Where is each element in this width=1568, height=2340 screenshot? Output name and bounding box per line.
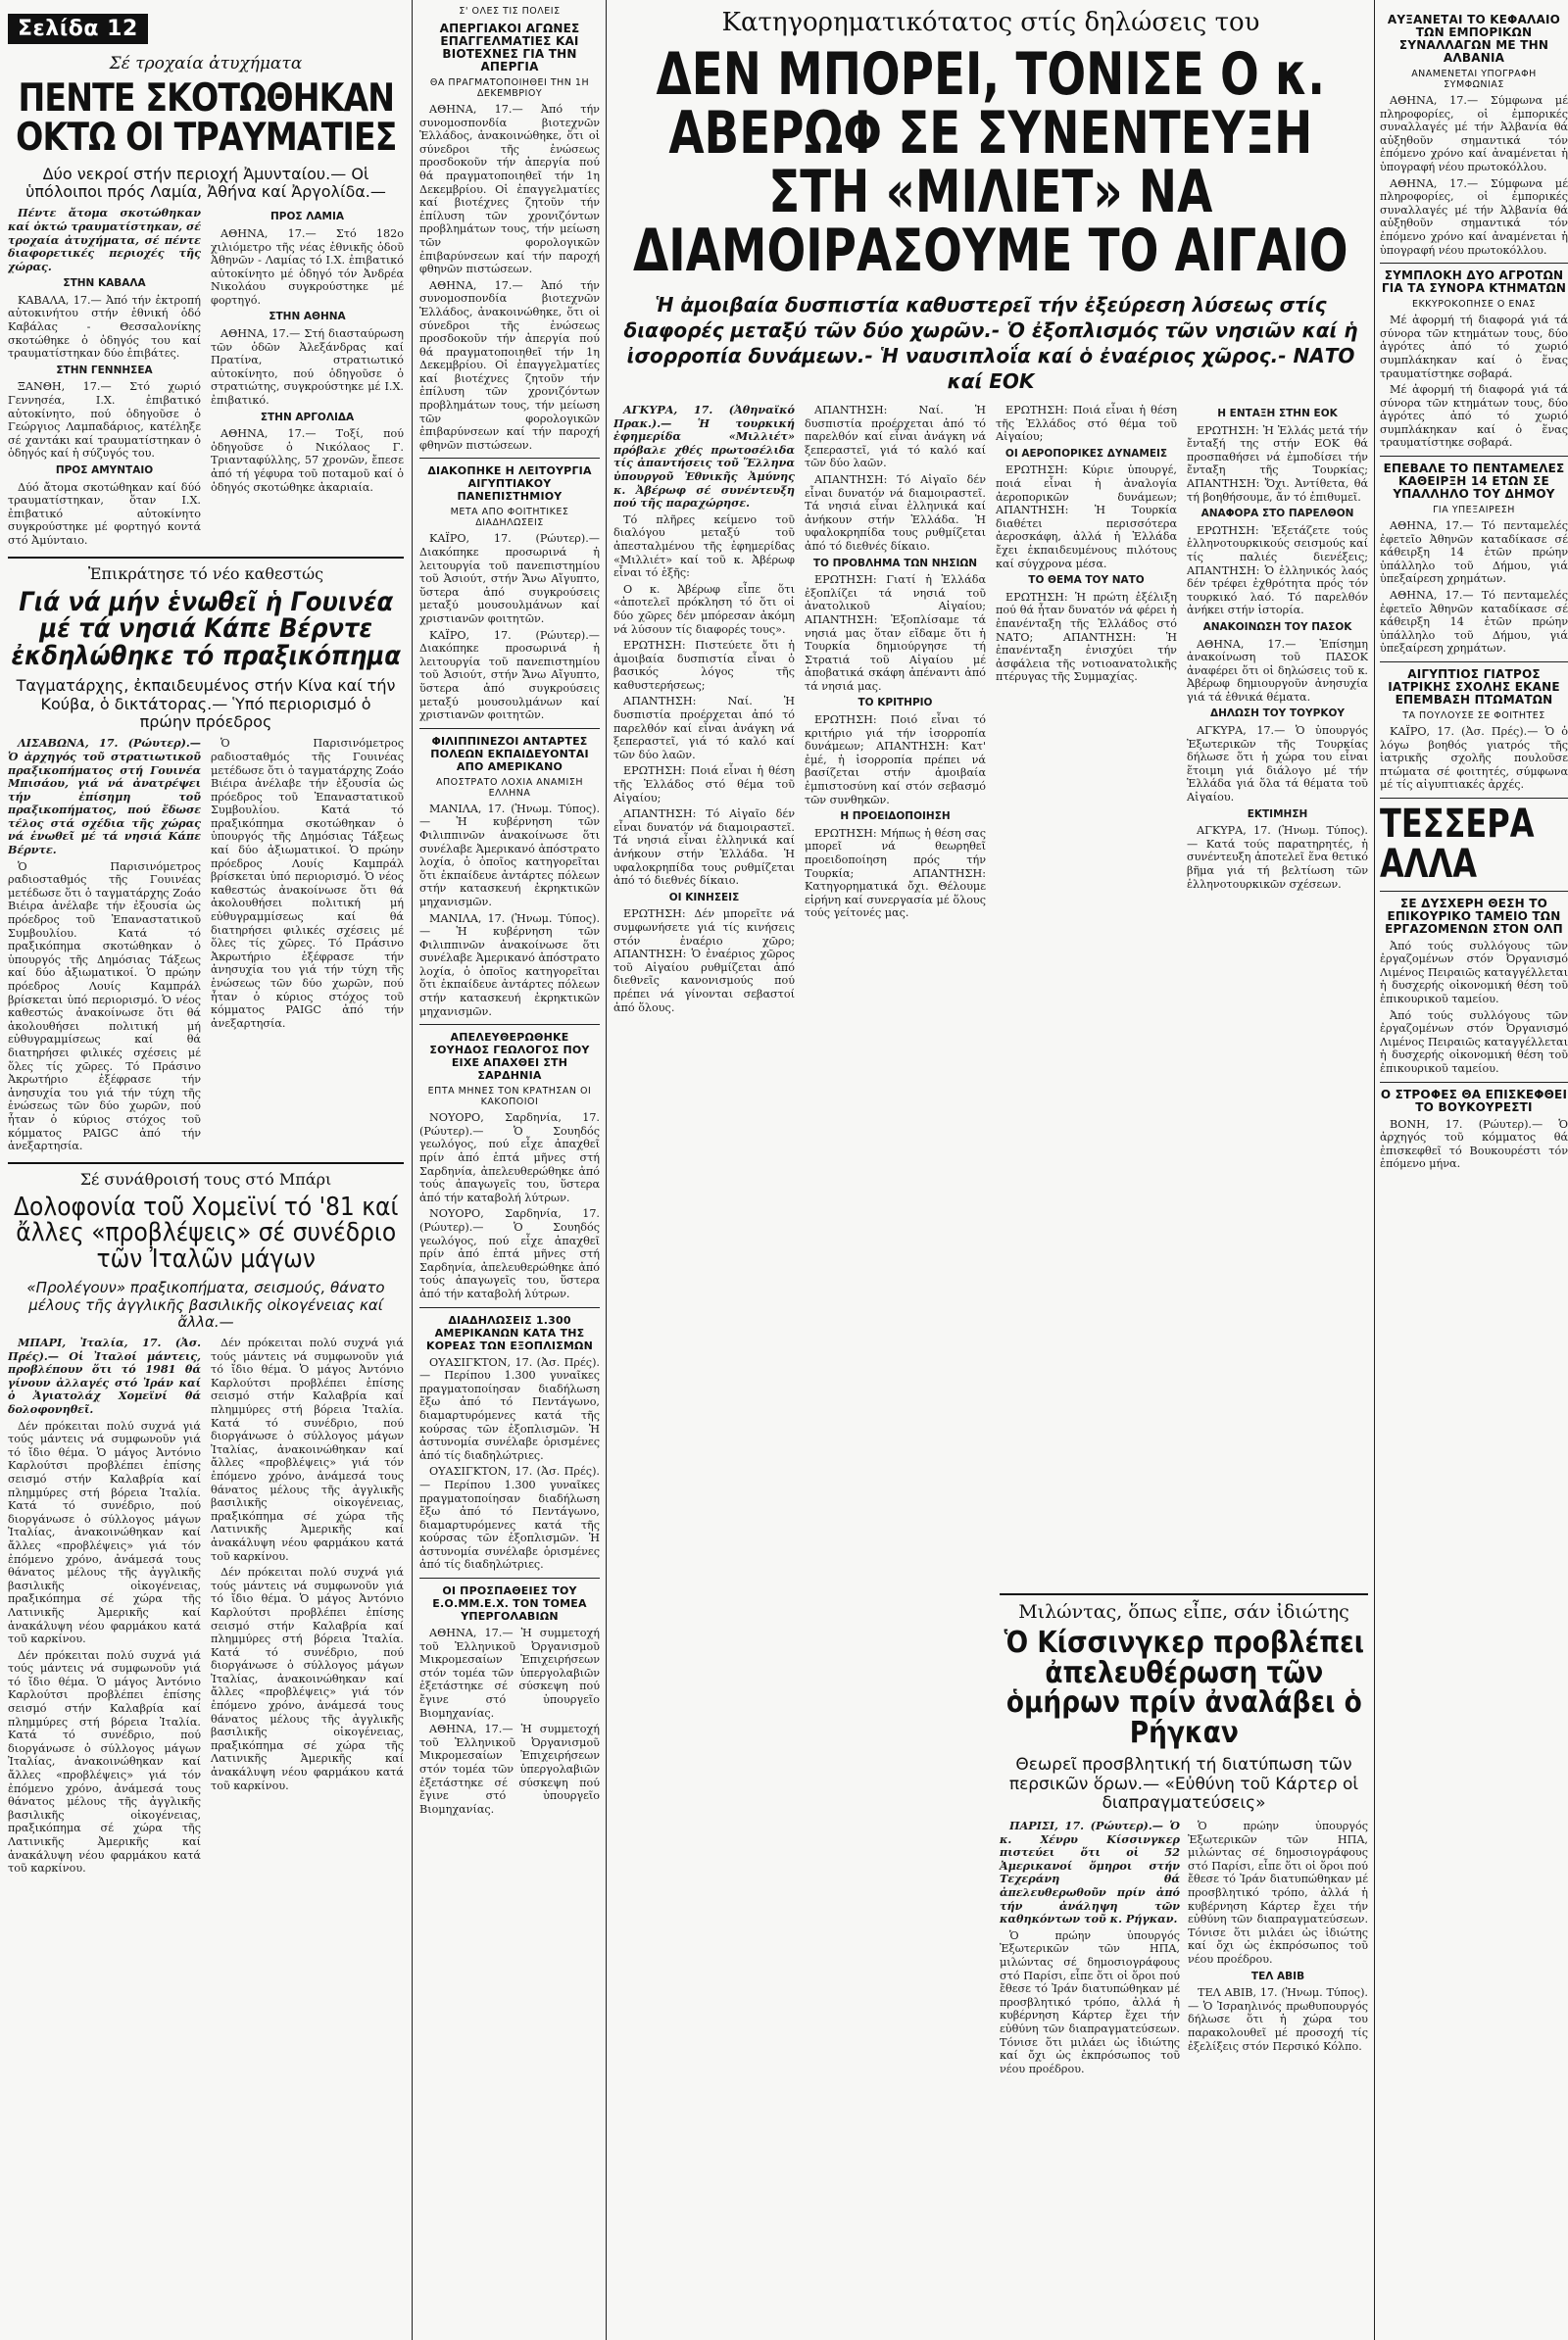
section-heading: ΠΡΟΣ ΑΜΥΝΤΑΙΟ [55, 464, 154, 476]
story-body [211, 207, 404, 550]
story-text: Δέν πρόκειται πολύ συχνά γιά τούς μάντεις νά συμφωνοῦν γιά τό ἴδιο θέμα. Ὁ μάγος Ἀντόνιο Καρλούτσι προβλέπει ἐπίσης σεισμό στήν Καλαβρία καί πλημμύρες στή βόρεια Ἰταλία. Κατά τό συνέδριο, πού διοργάνωσε ὁ σύλλογος μάγων Ἰταλίας, ἀνακοινώθηκαν καί ἄλλες «προβλέψεις» γιά τόν ἐπόμενο χρόνο, ἀνάμεσά τους θάνατος μέλους τῆς ἀγγλικῆς βασιλικῆς οἰκογένειας, πραξικόπημα σέ χώρα τῆς Λατινικῆς Ἀμερικῆς καί ἀνακάλυψη νέου φαρμάκου κατά τοῦ καρκίνου. [8, 1648, 201, 1876]
story-subhead: Ταγματάρχης, ἐκπαιδευμένος στήν Κίνα καί τήν Κούβα, ὁ δικτάτορας.— Ὑπό περιορισμό ὁ πρώην πρόεδρος [16, 676, 396, 731]
brief-subhead: ΑΠΟΣΤΡΑΤΟ ΛΟΧΙΑ ΑΝΑΜΙΣΗ ΕΛΛΗΝΑ [435, 776, 583, 799]
brief-paragraph: Ἀπό τούς συλλόγους τῶν ἐργαζομένων στόν Ὀργανισμό Λιμένος Πειραιῶς καταγγέλλεται ἡ δυσχερής οἰκονομική θέση τοῦ ἐπικουρικοῦ ταμείου. [1380, 1008, 1568, 1075]
brief-paragraph: ΚΑΪΡΟ, 17. (Ἀσ. Πρές).— Ὁ ὁ λόγω βοηθός γιατρός τῆς ἰατρικῆς σχολῆς πουλοῦσε πτώματα σέ φοιτητές, σύμφωνα μέ τίς αἰγυπτιακές ἀρχές. [1380, 725, 1568, 792]
story-body [8, 207, 201, 550]
brief-paragraph: ΑΘΗΝΑ, 17.— Σύμφωνα μέ πληροφορίες, οἱ ἐμπορικές συναλλαγές μέ τήν Ἀλβανία θά αὐξηθοῦν σημαντικά τόν ἐπόμενο χρόνο καί ἀναμένεται ἡ ὑπογραφή νέου πρωτοκόλλου. [1380, 176, 1568, 257]
section-text: ΑΘΗΝΑ, 17.— Ἐπίσημη ἀνακοίνωση τοῦ ΠΑΣΟΚ ἀναφέρει ὅτι οἱ δηλώσεις τοῦ κ. Ἀβέρωφ δημιουργοῦν ἀνησυχία γιά τά ἐθνικά θέματα. [1187, 637, 1368, 704]
story-text: Ὁ πρώην ὑπουργός Ἐξωτερικῶν τῶν ΗΠΑ, μιλώντας σέ δημοσιογράφους στό Παρίσι, εἶπε ὅτι οἱ ὅροι πού ἔθεσε τό Ἰράν διατυπώθηκαν μέ προσβλητικό τρόπο, ἀλλά ἡ κυβέρνηση Κάρτερ ἔχει τήν εὐθύνη τῶν διαπραγματεύσεων. Τόνισε ὅτι μιλάει ὡς ἰδιώτης καί ὄχι ὡς ἐκπρόσωπος τοῦ νέου προέδρου. [1000, 1928, 1180, 2075]
brief-subhead: ΤΑ ΠΟΥΛΟΥΣΕ ΣΕ ΦΟΙΤΗΤΕΣ [1402, 710, 1545, 721]
brief-paragraph: ΚΑΪΡΟ, 17. (Ρώυτερ).— Διακόπηκε προσωρινά ἡ λειτουργία τοῦ πανεπιστημίου τοῦ Ἀσιούτ, στήν Ἄνω Αἴγυπτο, ὕστερα ἀπό συγκρούσεις μεταξύ μουσουλμάνων καί χριστιανῶν φοιτητῶν. [419, 628, 600, 722]
section-heading: Η ΕΝΤΑΞΗ ΣΤΗΝ ΕΟΚ [1217, 408, 1338, 419]
story-lead: Πέντε ἄτομα σκοτώθηκαν καί ὀκτώ τραυματίστηκαν, σέ τροχαία ἀτυχήματα, σέ πέντε διαφορετικές περιοχές τῆς χώρας. [8, 206, 201, 273]
brief-text [1380, 940, 1568, 1076]
story-lead: ΠΑΡΙΣΙ, 17. (Ρώυτερ).— Ὁ κ. Χένρυ Κίσσινγκερ πιστεύει ὅτι οἱ 52 Ἀμερικανοί ὅμηροι στήν Τεχεράνη θά ἀπελευθερωθοῦν πρίν ἀπό τήν ἀνάληψη τῶν καθηκόντων τοῦ κ. Ρήγκαν. [1000, 1819, 1180, 1926]
brief-paragraph: ΑΘΗΝΑ, 17.— Ἀπό τήν συνομοσπονδία βιοτεχνῶν Ἑλλάδος, ἀνακοινώθηκε, ὅτι οἱ σύνεδροι τῆς ἑνώσεως προσδοκοῦν τήν ἀπεργία πού θά πραγματοποιηθεῖ τήν 1η Δεκεμβρίου. Οἱ ἐπαγγελματίες καί βιοτέχνες ζητοῦν τήν ἐπίλυση τῶν χρονιζόντων προβλημάτων τους, τήν μείωση τῶν φορολογικῶν ἐπιβαρύνσεων καί τήν παροχή φθηνῶν πιστώσεων. [419, 278, 600, 452]
section-heading: ΤΕΛ ΑΒΙΒ [1250, 1970, 1305, 1982]
divider [8, 557, 404, 559]
cropped-headline: ΑΛΛΑ [1380, 841, 1478, 887]
divider [1380, 1082, 1568, 1083]
brief-paragraph: ΝΟΥΟΡΟ, Σαρδηνία, 17. (Ρώυτερ).— Ὁ Σουηδός γεωλόγος, πού εἶχε ἀπαχθεῖ πρίν ἀπό ἑπτά μῆνες στή Σαρδηνία, ἀπελευθερώθηκε ἀπό τούς ἀπαγωγεῖς του, ὕστερα ἀπό τήν καταβολή λύτρων. [419, 1207, 600, 1300]
section-heading: ΟΙ ΚΙΝΗΣΕΙΣ [668, 891, 740, 903]
brief-paragraph: ΝΟΥΟΡΟ, Σαρδηνία, 17. (Ρώυτερ).— Ὁ Σουηδός γεωλόγος, πού εἶχε ἀπαχθεῖ πρίν ἀπό ἑπτά μῆνες στή Σαρδηνία, ἀπελευθερώθηκε ἀπό τούς ἀπαγωγεῖς του, ὕστερα ἀπό τήν καταβολή λύτρων. [419, 1111, 600, 1204]
divider [8, 1162, 404, 1164]
story-kicker: Ἐπικράτησε τό νέο καθεστώς [87, 563, 324, 583]
main-body-col [613, 404, 795, 1017]
brief-paragraph: ΜΑΝΙΛΑ, 17. (Ἡνωμ. Τύπος).— Ἡ κυβέρνηση τῶν Φιλιππινῶν ἀνακοίνωσε ὅτι συνέλαβε Ἀμερικανό ἀπόστρατο λοχία, ὁ ὁποῖος κατηγορεῖται ὅτι ἐκπαίδευε ἀντάρτες πόλεων στήν κατασκευή ἐκρηκτικῶν μηχανισμῶν. [419, 802, 600, 908]
section-text: ΤΕΛ ΑΒΙΒ, 17. (Ἡνωμ. Τύπος).— Ὁ Ἰσραηλινός πρωθυπουργός δήλωσε ὅτι ἡ χώρα του παρακολουθεῖ μέ προσοχή τίς ἐξελίξεις στόν Περσικό Κόλπο. [1188, 1986, 1368, 2053]
brief-headline: ΔΙΑΚΟΠΗΚΕ Η ΛΕΙΤΟΥΡΓΙΑ ΑΙΓΥΠΤΙΑΚΟΥ ΠΑΝΕΠΙΣΤΗΜΙΟΥ [427, 464, 592, 504]
section-text: ΕΡΩΤΗΣΗ: Γιατί ἡ Ἑλλάδα ἐξοπλίζει τά νησιά τοῦ ἀνατολικοῦ Αἰγαίου; ΑΠΑΝΤΗΣΗ: Ἐξοπλίσαμε τά νησιά μας ὅταν εἴδαμε ὅτι ἡ Τουρκία δημιούργησε τή Στρατιά τοῦ Αἰγαίου μέ ἀποβατικά σκάφη ἀπέναντι ἀπό τά νησιά μας. [805, 573, 986, 693]
brief-subhead: ΑΝΑΜΕΝΕΤΑΙ ΥΠΟΓΡΑΦΗ ΣΥΜΦΩΝΙΑΣ [1411, 69, 1537, 90]
section-text: ΑΘΗΝΑ, 17.— Στή διασταύρωση τῶν ὁδῶν Ἀλεξάνδρας καί Πρατίνα, στρατιωτικό αὐτοκίνητο, πού ὁδηγοῦσε ὁ στρατιώτης, συγκρούστηκε μέ Ι.Χ. ἐπιβατικό. [211, 327, 404, 408]
story-subhead: Δύο νεκροί στήν περιοχή Ἀμυνταίου.— Οἱ ὑπόλοιποι πρός Λαμία, Ἀθήνα καί Ἀργολίδα.— [25, 164, 386, 201]
brief-headline: Ο ΣΤΡΟΦΕΣ ΘΑ ΕΠΙΣΚΕΦΘΕΙ ΤΟ ΒΟΥΚΟΥΡΕΣΤΙ [1380, 1087, 1568, 1114]
brief-paragraph: Ἀπό τούς συλλόγους τῶν ἐργαζομένων στόν Ὀργανισμό Λιμένος Πειραιῶς καταγγέλλεται ἡ δυσχερής οἰκονομική θέση τοῦ ἐπικουρικοῦ ταμείου. [1380, 939, 1568, 1005]
brief-paragraph: ΟΥΑΣΙΓΚΤΟΝ, 17. (Ἀσ. Πρές).— Περίπου 1.300 γυναῖκες πραγματοποίησαν διαδήλωση ἔξω ἀπό τό Πεντάγωνο, διαμαρτυρόμενες κατά τῆς κούρσας τῶν ἐξοπλισμῶν. Ἡ ἀστυνομία συνέλαβε ὁρισμένες ἀπό τίς διαδηλώτριες. [419, 1355, 600, 1462]
section-text: ΞΑΝΘΗ, 17.— Στό χωριό Γεννησέα, Ι.Χ. ἐπιβατικό αὐτοκίνητο, πού ὁδηγοῦσε ὁ Γεώργιος Λαμπαδάριος, κατέληξε σέ χαντάκι καί τραυματίστηκαν ὁ ὁδηγός καί ἡ σύζυγός του. [8, 380, 201, 461]
section-text: ΕΡΩΤΗΣΗ: Κύριε ὑπουργέ, ποιά εἶναι ἡ ἀναλογία ἀεροπορικῶν δυνάμεων; ΑΠΑΝΤΗΣΗ: Ἡ Τουρκία διαθέτει περισσότερα ἀεροσκάφη, ἀλλά ἡ Ἑλλάδα ἔχει ἐκπαιδευμένους πιλότους καί σύγχρονα μέσα. [996, 463, 1177, 570]
brief-subhead: ΕΚΚΥΡΟΚΟΠΗΣΕ Ο ΕΝΑΣ [1411, 299, 1537, 311]
section-text: ΑΓΚΥΡΑ, 17. (Ἡνωμ. Τύπος).— Κατά τούς παρατηρητές, ἡ συνέντευξη ἀποτελεῖ ἕνα θετικό βῆμα γιά τή βελτίωση τῶν ἑλληνοτουρκικῶν σχέσεων. [1187, 824, 1368, 891]
brief-headline: ΑΙΓΥΠΤΙΟΣ ΓΙΑΤΡΟΣ ΙΑΤΡΙΚΗΣ ΣΧΟΛΗΣ ΕΚΑΝΕ ΕΠΕΜΒΑΣΗ ΠΤΩΜΑΤΩΝ [1388, 667, 1560, 707]
divider [419, 1578, 600, 1579]
section-text: ΕΡΩΤΗΣΗ: Ἐξετάζετε τούς ἑλληνοτουρκικούς σεισμούς καί τίς παλιές διενέξεις; ΑΠΑΝΤΗΣΗ: Ὁ ἑλληνικός λαός δέν τρέφει ἐχθρότητα πρός τόν τουρκικό λαό. Τό παρελθόν ἀνήκει στήν ἱστορία. [1187, 523, 1368, 617]
brief-text [419, 532, 600, 721]
story-text: Ὁ πρώην ὑπουργός Ἐξωτερικῶν τῶν ΗΠΑ, μιλώντας σέ δημοσιογράφους στό Παρίσι, εἶπε ὅτι οἱ ὅροι πού ἔθεσε τό Ἰράν διατυπώθηκαν μέ προσβλητικό τρόπο, ἀλλά ἡ κυβέρνηση Κάρτερ ἔχει τήν εὐθύνη τῶν διαπραγματεύσεων. Τόνισε ὅτι μιλάει ὡς ἰδιώτης καί ὄχι ὡς ἐκπρόσωπος τοῦ νέου προέδρου. [1188, 1820, 1368, 1966]
brief-text [1380, 725, 1568, 792]
section-text: Δύό ἄτομα σκοτώθηκαν καί δύό τραυματίστηκαν, ὅταν Ι.Χ. ἐπιβατικό αὐτοκίνητο συγκρούστηκε μέ φορτηγό κοντά στό Ἀμύνταιο. [8, 480, 201, 547]
main-body-col [805, 404, 986, 1017]
section-heading: ΠΡΟΣ ΛΑΜΙΑ [270, 211, 344, 223]
brief-text [1380, 1118, 1568, 1171]
section-text: ΚΑΒΑΛΑ, 17.— Ἀπό τήν ἐκτροπή αὐτοκινήτου στήν ἐθνική ὁδό Καβάλας - Θεσσαλονίκης σκοτώθηκε ὁ ὁδηγός του καί τραυματίστηκαν δύο ἐπιβάτες. [8, 293, 201, 361]
column-rule [606, 0, 607, 2340]
story-subhead: Θεωρεῖ προσβλητική τή διατύπωση τῶν περσικῶν ὅρων.— «Εὐθύνη τοῦ Κάρτερ οἱ διαπραγματεύσεις» [1008, 1755, 1359, 1814]
cropped-headline: ΤΕΣΣΕΡΑ [1380, 801, 1535, 847]
column-main [613, 0, 1368, 2340]
brief-subhead: ΘΑ ΠΡΑΓΜΑΤΟΠΟΙΗΘΕΙ ΤΗΝ 1Η ΔΕΚΕΜΒΡΙΟΥ [429, 77, 590, 99]
story-text: Δέν πρόκειται πολύ συχνά γιά τούς μάντεις νά συμφωνοῦν γιά τό ἴδιο θέμα. Ὁ μάγος Ἀντόνιο Καρλούτσι προβλέπει ἐπίσης σεισμό στήν Καλαβρία καί πλημμύρες στή βόρεια Ἰταλία. Κατά τό συνέδριο, πού διοργάνωσε ὁ σύλλογος μάγων Ἰταλίας, ἀνακοινώθηκαν καί ἄλλες «προβλέψεις» γιά τόν ἐπόμενο χρόνο, ἀνάμεσά τους θάνατος μέλους τῆς ἀγγλικῆς βασιλικῆς οἰκογένειας, πραξικόπημα σέ χώρα τῆς Λατινικῆς Ἀμερικῆς καί ἀνακάλυψη νέου φαρμάκου κατά τοῦ καρκίνου. [211, 1566, 404, 1792]
section-text: ΕΡΩΤΗΣΗ: Δέν μπορεῖτε νά συμφωνήσετε γιά τίς κινήσεις στόν ἐναέριο χῶρο; ΑΠΑΝΤΗΣΗ: Ὁ ἐναέριος χῶρος τοῦ Αἰγαίου ρυθμίζεται ἀπό διεθνεῖς κανονισμούς πού πρέπει νά γίνονται σεβαστοί ἀπό ὅλους. [613, 907, 795, 1014]
section-heading: ΣΤΗΝ ΓΕΝΝΗΣΕΑ [56, 364, 153, 376]
column-briefs [419, 0, 600, 2340]
main-lead: ΑΓΚΥΡΑ, 17. (Ἀθηναϊκό Πρακ.).— Ἡ τουρκική ἐφημερίδα «Μιλλιέτ» πρόβαλε χθές πρωτοσέλιδα τίς ἀπαντήσεις τοῦ Ἕλληνα ὑπουργοῦ Ἐθνικῆς Ἀμύνης κ. Ἀβέρωφ σέ συνέντευξη πού τῆς παραχώρησε. [613, 403, 795, 511]
brief-paragraph: ΑΘΗΝΑ, 17.— Ἡ συμμετοχή τοῦ Ἑλληνικοῦ Ὀργανισμοῦ Μικρομεσαίων Ἐπιχειρήσεων στόν τομέα τῶν ὑπεργολαβιῶν ἐξετάστηκε σέ σύσκεψη πού ἔγινε στό ὑπουργεῖο Βιομηχανίας. [419, 1627, 600, 1720]
divider [419, 458, 600, 459]
story-kissinger [1000, 1587, 1368, 2078]
story-body [1000, 1820, 1180, 2078]
brief-text [1380, 519, 1568, 656]
section-heading: ΣΤΗΝ ΑΘΗΝΑ [269, 311, 346, 323]
story-text: Δέν πρόκειται πολύ συχνά γιά τούς μάντεις νά συμφωνοῦν γιά τό ἴδιο θέμα. Ὁ μάγος Ἀντόνιο Καρλούτσι προβλέπει ἐπίσης σεισμό στήν Καλαβρία καί πλημμύρες στή βόρεια Ἰταλία. Κατά τό συνέδριο, πού διοργάνωσε ὁ σύλλογος μάγων Ἰταλίας, ἀνακοινώθηκαν καί ἄλλες «προβλέψεις» γιά τόν ἐπόμενο χρόνο, ἀνάμεσά τους θάνατος μέλους τῆς ἀγγλικῆς βασιλικῆς οἰκογένειας, πραξικόπημα σέ χώρα τῆς Λατινικῆς Ἀμερικῆς καί ἀνακάλυψη νέου φαρμάκου κατά τοῦ καρκίνου. [8, 1419, 201, 1646]
brief-headline: ΑΠΕΛΕΥΘΕΡΩΘΗΚΕ ΣΟΥΗΔΟΣ ΓΕΩΛΟΓΟΣ ΠΟΥ ΕΙΧΕ ΑΠΑΧΘΕΙ ΣΤΗ ΣΑΡΔΗΝΙΑ [429, 1031, 590, 1083]
main-kicker: Κατηγορηματικότατος στίς δηλώσεις του [721, 8, 1260, 37]
section-heading: ΑΝΑΚΟΙΝΩΣΗ ΤΟΥ ΠΑΣΟΚ [1202, 620, 1352, 633]
story-body [8, 737, 201, 1155]
story-headline: Ὁ Κίσσινγκερ προβλέπει ἀπελευθέρωση τῶν ὁμήρων πρίν ἀναλάβει ὁ Ρήγκαν [1004, 1626, 1364, 1750]
story-headline: ΠΕΝΤΕ ΣΚΟΤΩΘΗΚΑΝ ΟΚΤΩ ΟΙ ΤΡΑΥΜΑΤΙΕΣ [15, 76, 397, 160]
story-text: Ὁ Παρισινόμετρος ραδιοσταθμός τῆς Γουινέας μετέδωσε ὅτι ὁ ταγματάρχης Ζοάο Βιέιρα ἀνέλαβε τήν ἐξουσία ὡς πρόεδρος τοῦ Ἐπαναστατικοῦ Συμβουλίου. Κατά τό πραξικόπημα σκοτώθηκαν ὁ ὑπουργός τῆς Δημόσιας Τάξεως καί δύο ἀξιωματικοί. Ὁ πρώην πρόεδρος Λουίς Καμπράλ βρίσκεται ὑπό περιορισμό. Ὁ νέος καθεστώς ἀνακοίνωσε ὅτι θά ἀκολουθήσει πολιτική μή εὐθυγραμμίσεως καί θά διατηρήσει φιλικές σχέσεις μέ ὅλες τίς χῶρες. Τό Πράσινο Ἀκρωτήριο ἐξέφρασε τήν ἀνησυχία του γιά τήν τύχη τῆς ἑνώσεως τῶν δύο χωρῶν, πού ἦταν ὁ κύριος στόχος τοῦ κόμματος PAIGC ἀπό τήν ἀνεξαρτησία. [8, 859, 201, 1153]
main-paragraph: ΕΡΩΤΗΣΗ: Πιστεύετε ὅτι ἡ ἀμοιβαία δυσπιστία εἶναι ὁ βασικός λόγος τῆς καθυστερήσεως; [613, 639, 795, 692]
brief-headline: ΕΠΕΒΑΛΕ ΤΟ ΠΕΝΤΑΜΕΛΕΣ ΚΑΘΕΙΡΞΗ 14 ΕΤΩΝ ΣΕ ΥΠΑΛΛΗΛΟ ΤΟΥ ΔΗΜΟΥ [1383, 462, 1565, 502]
story-body [211, 1337, 404, 1878]
column-rule [412, 0, 413, 2340]
story-lead: ΛΙΣΑΒΩΝΑ, 17. (Ρώυτερ).— Ὁ ἀρχηγός τοῦ στρατιωτικοῦ πραξικοπήματος στή Γουινέα Μπισάου, γιά νά ἀνατρέψει τήν ἐπίσημη τοῦ πραξικοπήματος, πού ἔδωσε τέλος στά σχέδια τῆς χώρας νά ἑνωθεῖ μέ τά νησιά Κάπε Βέρντε. [8, 736, 201, 857]
main-subhead: Ἡ ἀμοιβαία δυσπιστία καθυστερεῖ τήν ἐξεύρεση λύσεως στίς διαφορές μεταξύ τῶν δύο χωρῶν.- Ὁ ἐξοπλισμός τῶν νησιῶν καί ἡ ἰσορροπία δυνάμεων.- Ἡ ναυσιπλοΐα καί ὁ ἐναέριος χῶρος.- ΝΑΤΟ καί ΕΟΚ [623, 293, 1358, 393]
main-paragraph: ΑΠΑΝΤΗΣΗ: Ναί. Ἡ δυσπιστία προέρχεται ἀπό τό παρελθόν καί εἶναι ἀνάγκη νά ξεπεραστεῖ, γιά τό καλό καί τῶν δύο λαῶν. [613, 695, 795, 761]
divider [419, 1024, 600, 1025]
brief-paragraph: ΟΥΑΣΙΓΚΤΟΝ, 17. (Ἀσ. Πρές).— Περίπου 1.300 γυναῖκες πραγματοποίησαν διαδήλωση ἔξω ἀπό τό Πεντάγωνο, διαμαρτυρόμενες κατά τῆς κούρσας τῶν ἐξοπλισμῶν. Ἡ ἀστυνομία συνέλαβε ὁρισμένες ἀπό τίς διαδηλώτριες. [419, 1465, 600, 1572]
brief-paragraph: ΑΘΗΝΑ, 17.— Ἡ συμμετοχή τοῦ Ἑλληνικοῦ Ὀργανισμοῦ Μικρομεσαίων Ἐπιχειρήσεων στόν τομέα τῶν ὑπεργολαβιῶν ἐξετάστηκε σέ σύσκεψη πού ἔγινε στό ὑπουργεῖο Βιομηχανίας. [419, 1723, 600, 1816]
section-heading: ΤΟ ΘΕΜΑ ΤΟΥ ΝΑΤΟ [1028, 574, 1145, 587]
brief-headline: ΦΙΛΙΠΠΙΝΕΖΟΙ ΑΝΤΑΡΤΕΣ ΠΟΛΕΩΝ ΕΚΠΑΙΔΕΥΟΝΤΑΙ ΑΠΟ ΑΜΕΡΙΚΑΝΟ [430, 734, 589, 773]
brief-text [419, 803, 600, 1019]
brief-text [419, 1627, 600, 1816]
brief-paragraph: ΚΑΪΡΟ, 17. (Ρώυτερ).— Διακόπηκε προσωρινά ἡ λειτουργία τοῦ πανεπιστημίου τοῦ Ἀσιούτ, στήν Ἄνω Αἴγυπτο, ὕστερα ἀπό συγκρούσεις μεταξύ μουσουλμάνων καί χριστιανῶν φοιτητῶν. [419, 532, 600, 625]
brief-paragraph: ΑΘΗΝΑ, 17.— Τό πενταμελές ἐφετεῖο Ἀθηνῶν καταδίκασε σέ κάθειρξη 14 ἐτῶν πρώην ὑπάλληλο τοῦ Δήμου, γιά ὑπεξαίρεση χρημάτων. [1380, 589, 1568, 656]
main-body-col [1187, 404, 1368, 1017]
divider [1380, 891, 1568, 892]
story-body [211, 737, 404, 1155]
brief-text [419, 103, 600, 452]
brief-text [1380, 94, 1568, 257]
brief-subhead: ΕΠΤΑ ΜΗΝΕΣ ΤΟΝ ΚΡΑΤΗΣΑΝ ΟΙ ΚΑΚΟΠΟΙΟΙ [427, 1086, 592, 1108]
column-rule [1374, 0, 1375, 2340]
brief-headline: ΑΠΕΡΓΙΑΚΟΙ ΑΓΩΝΕΣ ΕΠΑΓΓΕΛΜΑΤΙΕΣ ΚΑΙ ΒΙΟΤΕΧΝΕΣ ΓΙΑ ΤΗΝ ΑΠΕΡΓΙΑ [439, 22, 580, 73]
story-kicker: Μιλώντας, ὅπως εἶπε, σάν ἰδιώτης [1018, 1601, 1349, 1623]
brief-paragraph: Μέ ἀφορμή τή διαφορά γιά τά σύνορα τῶν κτημάτων τους, δύο ἀγρότες ἀπό τό χωριό συμπλάκηκαν καί ὁ ἕνας τραυματίστηκε σοβαρά. [1380, 383, 1568, 450]
brief-paragraph: ΑΘΗΝΑ, 17.— Σύμφωνα μέ πληροφορίες, οἱ ἐμπορικές συναλλαγές μέ τήν Ἀλβανία θά αὐξηθοῦν σημαντικά τόν ἐπόμενο χρόνο καί ἀναμένεται ἡ ὑπογραφή νέου πρωτοκόλλου. [1380, 94, 1568, 173]
brief-headline: ΣΥΜΠΛΟΚΗ ΔΥΟ ΑΓΡΟΤΩΝ ΓΙΑ ΤΑ ΣΥΝΟΡΑ ΚΤΗΜΑΤΩΝ [1381, 268, 1567, 296]
section-heading: ΣΤΗΝ ΚΑΒΑΛΑ [63, 277, 146, 290]
column-left [8, 0, 404, 2340]
section-text: ΑΓΚΥΡΑ, 17.— Ὁ ὑπουργός Ἐξωτερικῶν τῆς Τουρκίας δήλωσε ὅτι ἡ χώρα του εἶναι ἕτοιμη γιά διάλογο μέ τήν Ἑλλάδα γιά ὅλα τά θέματα τοῦ Αἰγαίου. [1187, 724, 1368, 804]
section-text: ΑΘΗΝΑ, 17.— Στό 182ο χιλιόμετρο τῆς νέας ἐθνικῆς ὁδοῦ Ἀθηνῶν - Λαμίας τό Ι.Χ. ἐπιβατικό αὐτοκίνητο μέ ὁδηγό τόν Ἀνδρέα Νικολάου συγκρούστηκε μέ φορτηγό. [211, 226, 404, 307]
page-label: Σελίδα 12 [8, 14, 148, 44]
story-subhead: «Προλέγουν» πραξικοπήματα, σεισμούς, θάνατο μέλους τῆς ἀγγλικῆς βασιλικῆς οἰκογένειας καί ἄλλα.— [26, 1279, 385, 1331]
story-body [1188, 1820, 1368, 2078]
story-headline: Γιά νά μήν ἑνωθεῖ ἡ Γουινέα μέ τά νησιά Κάπε Βέρντε ἐκδηλώθηκε τό πραξικόπημα [11, 586, 401, 671]
section-text: ΕΡΩΤΗΣΗ: Μήπως ἡ θέση σας μπορεῖ νά θεωρηθεῖ προειδοποίηση πρός τήν Τουρκία; ΑΠΑΝΤΗΣΗ: Κατηγορηματικά ὄχι. Θέλουμε εἰρήνη καί συνεργασία μέ ὅλους τούς γείτονές μας. [805, 826, 986, 920]
story-text: Δέν πρόκειται πολύ συχνά γιά τούς μάντεις νά συμφωνοῦν γιά τό ἴδιο θέμα. Ὁ μάγος Ἀντόνιο Καρλούτσι προβλέπει ἐπίσης σεισμό στήν Καλαβρία καί πλημμύρες στή βόρεια Ἰταλία. Κατά τό συνέδριο, πού διοργάνωσε ὁ σύλλογος μάγων Ἰταλίας, ἀνακοινώθηκαν καί ἄλλες «προβλέψεις» γιά τόν ἐπόμενο χρόνο, ἀνάμεσά τους θάνατος μέλους τῆς ἀγγλικῆς βασιλικῆς οἰκογένειας, πραξικόπημα σέ χώρα τῆς Λατινικῆς Ἀμερικῆς καί ἀνακάλυψη νέου φαρμάκου κατά τοῦ καρκίνου. [211, 1337, 404, 1563]
section-heading: ΑΝΑΦΟΡΑ ΣΤΟ ΠΑΡΕΛΘΟΝ [1200, 508, 1354, 520]
brief-paragraph: ΑΘΗΝΑ, 17.— Τό πενταμελές ἐφετεῖο Ἀθηνῶν καταδίκασε σέ κάθειρξη 14 ἐτῶν πρώην ὑπάλληλο τοῦ Δήμου, γιά ὑπεξαίρεση χρημάτων. [1380, 519, 1568, 586]
divider [419, 1307, 600, 1308]
story-body [8, 1337, 201, 1878]
brief-subhead: ΓΙΑ ΥΠΕΞΑΙΡΕΣΗ [1433, 505, 1515, 516]
section-text: ΕΡΩΤΗΣΗ: Ἡ πρώτη ἐξέλιξη πού θά ἦταν δυνατόν νά φέρει ἡ ἐπανένταξη τῆς Ἑλλάδος στό ΝΑΤΟ; ΑΠΑΝΤΗΣΗ: Ἡ ἐπανένταξη ἐνισχύει τήν ἀσφάλεια τῆς νοτιοανατολικῆς πτέρυγας τῆς Συμμαχίας. [996, 590, 1177, 684]
main-body-col [996, 404, 1177, 1017]
main-paragraph: ΕΡΩΤΗΣΗ: Ποιά εἶναι ἡ θέση τῆς Ἑλλάδος στό θέμα τοῦ Αἰγαίου; [613, 764, 795, 804]
divider [1380, 661, 1568, 662]
story-kicker: Σέ τροχαία ἀτυχήματα [109, 54, 303, 73]
main-paragraph: ΑΠΑΝΤΗΣΗ: Τό Αἰγαῖο δέν εἶναι δυνατόν νά διαμοιραστεῖ. Τά νησιά εἶναι ἑλληνικά καί ἀνήκουν στήν Ἑλλάδα. Ἡ υφαλοκρηπίδα τους ρυθμίζεται ἀπό τό διεθνές δίκαιο. [805, 472, 986, 553]
section-text: ΕΡΩΤΗΣΗ: Ποιό εἶναι τό κριτήριο γιά τήν ἰσορροπία δυνάμεων; ΑΠΑΝΤΗΣΗ: Κατ' ἐμέ, ἡ ἰσορροπία πρέπει νά βασίζεται στήν ἀμοιβαία ἐμπιστοσύνη καί στόν σεβασμό τῶν συνθηκῶν. [805, 713, 986, 806]
section-heading: ΤΟ ΚΡΙΤΗΡΙΟ [858, 697, 933, 709]
divider [1380, 798, 1568, 799]
brief-headline: ΔΙΑΔΗΛΩΣΕΙΣ 1.300 ΑΜΕΡΙΚΑΝΩΝ ΚΑΤΑ ΤΗΣ ΚΟΡΕΑΣ ΤΩΝ ΕΞΟΠΛΙΣΜΩΝ [425, 1313, 594, 1352]
section-heading: ΟΙ ΑΕΡΟΠΟΡΙΚΕΣ ΔΥΝΑΜΕΙΣ [1004, 447, 1168, 460]
brief-headline: ΣΕ ΔΥΣΧΕΡΗ ΘΕΣΗ ΤΟ ΕΠΙΚΟΥΡΙΚΟ ΤΑΜΕΙΟ ΤΩΝ ΕΡΓΑΖΟΜΕΝΩΝ ΣΤΟΝ ΟΛΠ [1385, 896, 1563, 936]
brief-text [1380, 314, 1568, 450]
top-tag: Σ' ΟΛΕΣ ΤΙΣ ΠΟΛΕΙΣ [459, 6, 561, 17]
main-paragraph: ΕΡΩΤΗΣΗ: Ποιά εἶναι ἡ θέση τῆς Ἑλλάδος στό θέμα τοῦ Αἰγαίου; [996, 404, 1177, 444]
brief-text [419, 1356, 600, 1573]
divider [419, 728, 600, 729]
brief-headline: ΑΥΞΑΝΕΤΑΙ ΤΟ ΚΕΦΑΛΑΙΟ ΤΩΝ ΕΜΠΟΡΙΚΩΝ ΣΥΝΑΛΛΑΓΩΝ ΜΕ ΤΗΝ ΑΛΒΑΝΙΑ [1387, 13, 1561, 65]
brief-headline: ΟΙ ΠΡΟΣΠΑΘΕΙΕΣ ΤΟΥ Ε.Ο.ΜΜ.Ε.Χ. ΤΟΝ ΤΟΜΕΑ ΥΠΕΡΓΟΛΑΒΙΩΝ [432, 1584, 587, 1624]
brief-paragraph: ΑΘΗΝΑ, 17.— Ἀπό τήν συνομοσπονδία βιοτεχνῶν Ἑλλάδος, ἀνακοινώθηκε, ὅτι οἱ σύνεδροι τῆς ἑνώσεως προσδοκοῦν τήν ἀπεργία πού θά πραγματοποιηθεῖ τήν 1η Δεκεμβρίου. Οἱ ἐπαγγελματίες καί βιοτέχνες ζητοῦν τήν ἐπίλυση τῶν χρονιζόντων προβλημάτων τους, τήν μείωση τῶν φορολογικῶν ἐπιβαρύνσεων καί τήν παροχή φθηνῶν πιστώσεων. [419, 103, 600, 276]
section-heading: ΤΟ ΠΡΟΒΛΗΜΑ ΤΩΝ ΝΗΣΙΩΝ [812, 557, 978, 569]
main-paragraph: ΑΠΑΝΤΗΣΗ: Ναί. Ἡ δυσπιστία προέρχεται ἀπό τό παρελθόν καί εἶναι ἀνάγκη νά ξεπεραστεῖ, γιά τό καλό καί τῶν δύο λαῶν. [805, 404, 986, 470]
column-right [1380, 0, 1568, 2340]
brief-paragraph: ΒΟΝΗ, 17. (Ρώυτερ).— Ὁ ἀρχηγός τοῦ κόμματος θά ἐπισκεφθεῖ τό Βουκουρέστι τόν ἐπόμενο μήνα. [1380, 1117, 1568, 1171]
section-heading: ΔΗΛΩΣΗ ΤΟΥ ΤΟΥΡΚΟΥ [1210, 707, 1345, 720]
section-text: ΑΘΗΝΑ, 17.— Τοξί, πού ὁδηγοῦσε ὁ Νικόλαος Γ. Τριανταφύλλης, 57 χρονῶν, ἔπεσε ἀπό τή γέφυρα τοῦ ποταμοῦ καί ὁ ὁδηγός σκοτώθηκε ἀκαριαία. [211, 427, 404, 494]
divider [1000, 1593, 1368, 1595]
section-text: ΕΡΩΤΗΣΗ: Ἡ Ἑλλάς μετά τήν ἔνταξή της στήν ΕΟΚ θά προσπαθήσει νά ἐμποδίσει τήν ἔνταξη τῆς Τουρκίας; ΑΠΑΝΤΗΣΗ: Ὄχι. Ἀντίθετα, θά τή βοηθήσουμε, ἄν τό ἐπιθυμεῖ. [1187, 423, 1368, 504]
section-heading: ΕΚΤΙΜΗΣΗ [1247, 807, 1308, 820]
story-headline: Δολοφονία τοῦ Χομεϊνί τό '81 καί ἄλλες «προβλέψεις» σέ συνέδριο τῶν Ἰταλῶν μάγων [13, 1192, 399, 1274]
story-kicker: Σέ συνάθροισή τους στό Μπάρι [79, 1169, 332, 1189]
brief-subhead: ΜΕΤΑ ΑΠΟ ΦΟΙΤΗΤΙΚΕΣ ΔΙΑΔΗΛΩΣΕΙΣ [450, 507, 569, 529]
main-paragraph: Τό πλῆρες κείμενο τοῦ διαλόγου μεταξύ τοῦ ἀπεσταλμένου τῆς ἐφημερίδας «Μιλλιέτ» καί τοῦ κ. Ἀβέρωφ εἶναι τό ἑξῆς: [613, 512, 795, 580]
main-headline: ΔΕΝ ΜΠΟΡΕΙ, ΤΟΝΙΣΕ Ο κ. ΑΒΕΡΩΦ ΣΕ ΣΥΝΕΝΤΕΥΞΗ ΣΤΗ «ΜΙΛΙΕΤ» ΝΑ ΔΙΑΜΟΙΡΑΣΟΥΜΕ ΤΟ ΑΙΓΑΙΟ [633, 40, 1348, 285]
divider [1380, 456, 1568, 457]
story-lead: ΜΠΑΡΙ, Ἰταλία, 17. (Ἀσ. Πρές).— Οἱ Ἰταλοί μάντεις, προβλέπουν ὅτι τό 1981 θά γίνουν ἀλλαγές στό Ἰράν καί ὁ Ἀγιατολάχ Χομεϊνί θά δολοφονηθεῖ. [8, 1336, 201, 1416]
brief-paragraph: ΜΑΝΙΛΑ, 17. (Ἡνωμ. Τύπος).— Ἡ κυβέρνηση τῶν Φιλιππινῶν ἀνακοίνωσε ὅτι συνέλαβε Ἀμερικανό ἀπόστρατο λοχία, ὁ ὁποῖος κατηγορεῖται ὅτι ἐκπαίδευε ἀντάρτες πόλεων στήν κατασκευή ἐκρηκτικῶν μηχανισμῶν. [419, 911, 600, 1018]
section-heading: Η ΠΡΟΕΙΔΟΠΟΙΗΣΗ [840, 810, 951, 823]
brief-text [419, 1111, 600, 1300]
divider [1380, 263, 1568, 264]
brief-paragraph: Μέ ἀφορμή τή διαφορά γιά τά σύνορα τῶν κτημάτων τους, δύο ἀγρότες ἀπό τό χωριό συμπλάκηκαν καί ὁ ἕνας τραυματίστηκε σοβαρά. [1380, 314, 1568, 380]
main-paragraph: Ο κ. Ἀβέρωφ εἶπε ὅτι «ἀποτελεῖ πρόκληση τό ὅτι οἱ δύο χῶρες δέν μπόρεσαν ἀκόμη νά λύσουν τίς διαφορές τους». [613, 582, 795, 636]
story-text: Ὁ Παρισινόμετρος ραδιοσταθμός τῆς Γουινέας μετέδωσε ὅτι ὁ ταγματάρχης Ζοάο Βιέιρα ἀνέλαβε τήν ἐξουσία ὡς πρόεδρος τοῦ Ἐπαναστατικοῦ Συμβουλίου. Κατά τό πραξικόπημα σκοτώθηκαν ὁ ὑπουργός τῆς Δημόσιας Τάξεως καί δύο ἀξιωματικοί. Ὁ πρώην πρόεδρος Λουίς Καμπράλ βρίσκεται ὑπό περιορισμό. Ὁ νέος καθεστώς ἀνακοίνωσε ὅτι θά ἀκολουθήσει πολιτική μή εὐθυγραμμίσεως καί θά διατηρήσει φιλικές σχέσεις μέ ὅλες τίς χῶρες. Τό Πράσινο Ἀκρωτήριο ἐξέφρασε τήν ἀνησυχία του γιά τήν τύχη τῆς ἑνώσεως τῶν δύο χωρῶν, πού ἦταν ὁ κύριος στόχος τοῦ κόμματος PAIGC ἀπό τήν ἀνεξαρτησία. [211, 737, 404, 1030]
main-paragraph: ΑΠΑΝΤΗΣΗ: Τό Αἰγαῖο δέν εἶναι δυνατόν νά διαμοιραστεῖ. Τά νησιά εἶναι ἑλληνικά καί ἀνήκουν στήν Ἑλλάδα. Ἡ υφαλοκρηπίδα τους ρυθμίζεται ἀπό τό διεθνές δίκαιο. [613, 807, 795, 888]
section-heading: ΣΤΗΝ ΑΡΓΟΛΙΔΑ [260, 411, 355, 423]
